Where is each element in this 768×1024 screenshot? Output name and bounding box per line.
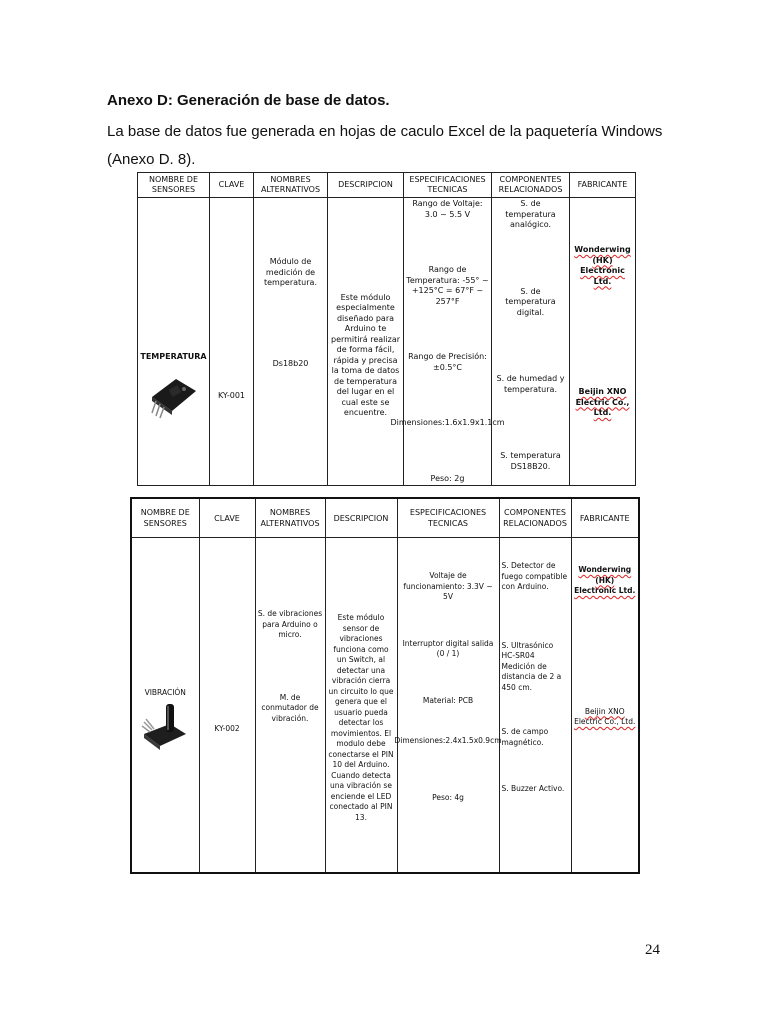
header-cell: ESPECIFICACIONES TECNICAS <box>397 498 499 538</box>
clave: KY-002 <box>214 723 240 733</box>
header-cell: DESCRIPCION <box>328 173 404 198</box>
spec-item: Peso: 4g <box>432 792 464 802</box>
header-cell: NOMBRE DE SENSORES <box>131 498 199 538</box>
manufacturer: Beijin XNO Electric Co., Ltd. <box>575 387 630 417</box>
manufacturer-cell <box>571 538 639 874</box>
manufacturer-cell <box>570 198 636 486</box>
sensor-name-cell <box>138 198 210 486</box>
component-item: S. de temperatura digital. <box>505 286 556 317</box>
component-item: S. Buzzer Activo. <box>501 784 565 793</box>
header-cell: NOMBRE DE SENSORES <box>138 173 210 198</box>
clave-cell <box>199 538 255 874</box>
component-item: S. de temperatura analógico. <box>505 199 556 229</box>
spec-item: Rango de Voltaje: 3.0 ~ 5.5 V <box>412 199 483 219</box>
alt-name: S. de vibraciones para Arduino o micro. <box>257 609 323 639</box>
page-number: 24 <box>645 942 660 958</box>
clave: KY-001 <box>217 391 246 401</box>
table-header-row <box>131 498 639 538</box>
header-cell: NOMBRES ALTERNATIVOS <box>254 173 328 198</box>
component-item: S. de humedad y temperatura. <box>496 374 565 394</box>
manufacturer: Wonderwing (HK) Electronic Ltd. <box>574 565 636 595</box>
spec-item: Voltaje de funcionamiento: 3.3V ~ 5V <box>403 571 493 601</box>
header-cell: ESPECIFICACIONES TECNICAS <box>404 173 492 198</box>
sensor-name-cell <box>131 538 199 874</box>
alt-name: Ds18b20 <box>272 358 309 368</box>
section-heading: Anexo D: Generación de base de datos. <box>107 92 390 109</box>
components-cell <box>499 538 571 874</box>
intro-paragraph: La base de datos fue generada en hojas de caculo Excel de la paquetería Windows (Anexo D. 8). <box>107 123 663 168</box>
header-cell: COMPONENTES RELACIONADOS <box>499 498 571 538</box>
header-cell: FABRICANTE <box>570 173 636 198</box>
component-item: S. de campo magnético. <box>501 727 549 747</box>
manufacturer: Wonderwing (HK) Electronic Ltd. <box>574 245 631 286</box>
specs-cell <box>390 198 505 486</box>
table-row <box>131 538 639 874</box>
spec-item: Material: PCB <box>422 695 474 705</box>
sensor-name: VIBRACIÓN <box>144 687 186 697</box>
header-cell: CLAVE <box>199 498 255 538</box>
specs-cell <box>394 538 502 874</box>
clave-cell <box>210 198 254 486</box>
header-cell: FABRICANTE <box>571 498 639 538</box>
sensor-name: TEMPERATURA <box>140 352 207 362</box>
vibration-sensor-image <box>140 702 190 758</box>
manufacturer: Beijin XNO Electric Co., Ltd. <box>574 706 636 726</box>
description-cell <box>328 198 404 486</box>
alt-names-cell <box>254 198 328 486</box>
component-item: S. Detector de fuego compatible con Arduino. <box>501 561 568 591</box>
table-row <box>138 198 636 486</box>
alt-names-cell <box>255 538 325 874</box>
sensor-table-temperatura <box>137 172 636 486</box>
component-item: S. temperatura DS18B20. <box>500 451 561 471</box>
description: Este módulo especialmente diseñado para Arduino te permitirá realizar de forma fácil, rápida y precisa la toma de datos de temperatura del lugar en el cual este se encuentre. <box>330 292 401 417</box>
alt-name: Módulo de medición de temperatura. <box>264 257 317 287</box>
alt-name: M. de conmutador de vibración. <box>261 692 319 723</box>
component-item: S. Ultrasónico HC-SR04 Medición de distancia de 2 a 450 cm. <box>501 640 562 692</box>
spec-item: Rango de Precisión: ±0.5°C <box>408 352 487 372</box>
spec-item: Peso: 2g <box>430 473 465 483</box>
temperature-sensor-image <box>146 367 202 419</box>
spec-item: Dimensiones:1.6x1.9x1.1cm <box>390 418 505 427</box>
header-cell: DESCRIPCION <box>325 498 397 538</box>
header-cell: NOMBRES ALTERNATIVOS <box>255 498 325 538</box>
header-cell: COMPONENTES RELACIONADOS <box>492 173 570 198</box>
table-header-row <box>138 173 636 198</box>
components-cell <box>492 198 570 486</box>
sensor-table-vibracion <box>130 497 640 874</box>
description-cell <box>325 538 397 874</box>
spec-item: Interruptor digital salida (0 / 1) <box>402 638 494 658</box>
header-cell: CLAVE <box>210 173 254 198</box>
spec-item: Rango de Temperatura: -55° ~ +125°C = 67°F ~ 257°F <box>406 265 489 306</box>
description: Este módulo sensor de vibraciones funciona como un Switch, al detectar una vibración cierra un circuito lo que genera que el usuario pueda detectar los movimientos. El modulo debe conectarse el PIN 10 del Arduino. Cuando detecta una vibración se enciende el LED conectado al PIN 13. <box>328 613 394 822</box>
spec-item: Dimensiones:2.4x1.5x0.9cm <box>394 736 502 745</box>
